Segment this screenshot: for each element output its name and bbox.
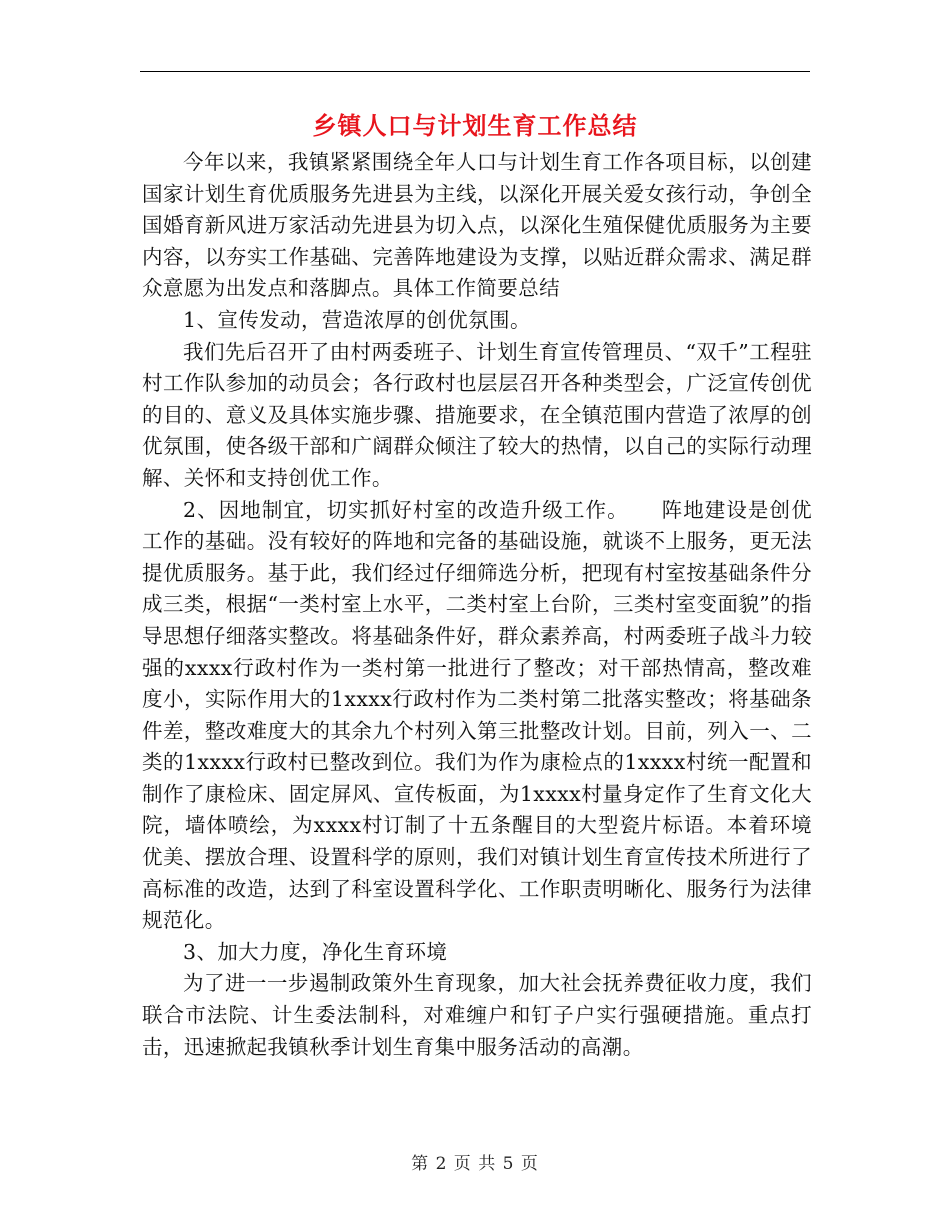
section-1-paragraph: 我们先后召开了由村两委班子、计划生育宣传管理员、“双千”工程驻村工作队参加的动员会；各行政村也层层召开各种类型会，广泛宣传创优的目的、意义及具体实施步骤、措施要求，在全镇范围内营造了浓厚的创优氛围，使各级干部和广阔群众倾注了较大的热情，以自己的实际行动理解、关怀和支持创优工作。 (142, 339, 812, 490)
section-heading-1: 1、宣传发动，营造浓厚的创优氛围。 (183, 307, 531, 332)
section-3-paragraph: 为了进一一步遏制政策外生育现象，加大社会抚养费征收力度，我们联合市法院、计生委法制科，对难缠户和钉子户实行强硬措施。重点打击，迅速掀起我镇秋季计划生育集中服务活动的高潮。 (142, 971, 812, 1059)
page-number-footer: 第 2 页 共 5 页 (411, 1154, 539, 1174)
intro-paragraph: 今年以来，我镇紧紧围绕全年人口与计划生育工作各项目标，以创建国家计划生育优质服务先进县为主线，以深化开展关爱女孩行动，争创全国婚育新风进万家活动先进县为切入点，以深化生殖保健优质服务为主要内容，以夯实工作基础、完善阵地建设为支撑，以贴近群众需求、满足群众意愿为出发点和落脚点。具体工作简要总结 (142, 150, 812, 301)
section-heading-3: 3、加大力度，净化生育环境 (183, 939, 448, 964)
document-title: 乡镇人口与计划生育工作总结 (312, 111, 638, 140)
section-2-paragraph: 2、因地制宜，切实抓好村室的改造升级工作。 阵地建设是创优工作的基础。没有较好的阵地和完备的基础设施，就谈不上服务，更无法提优质服务。基于此，我们经过仔细筛选分析，把现有村室按基础条件分成三类，根据“一类村室上水平，二类村室上台阶，三类村室变面貌”的指导思想仔细落实整改。将基础条件好，群众素养高，村两委班子战斗力较强的xxxx行政村作为一类村第一批进行了整改；对干部热情高，整改难度小，实际作用大的1xxxx行政村作为二类村第二批落实整改；将基础条件差，整改难度大的其余九个村列入第三批整改计划。目前，列入一、二类的1xxxx行政村已整改到位。我们为作为康检点的1xxxx村统一配置和制作了康检床、固定屏风、宣传板面，为1xxxx村量身定作了生育文化大院，墙体喷绘，为xxxx村订制了十五条醒目的大型瓷片标语。本着环境优美、摆放合理、设置科学的原则，我们对镇计划生育宣传技术所进行了高标准的改造，达到了科室设置科学化、工作职责明晰化、服务行为法律规范化。 (142, 497, 812, 933)
header-rule (140, 71, 810, 72)
document-body (142, 147, 812, 1063)
